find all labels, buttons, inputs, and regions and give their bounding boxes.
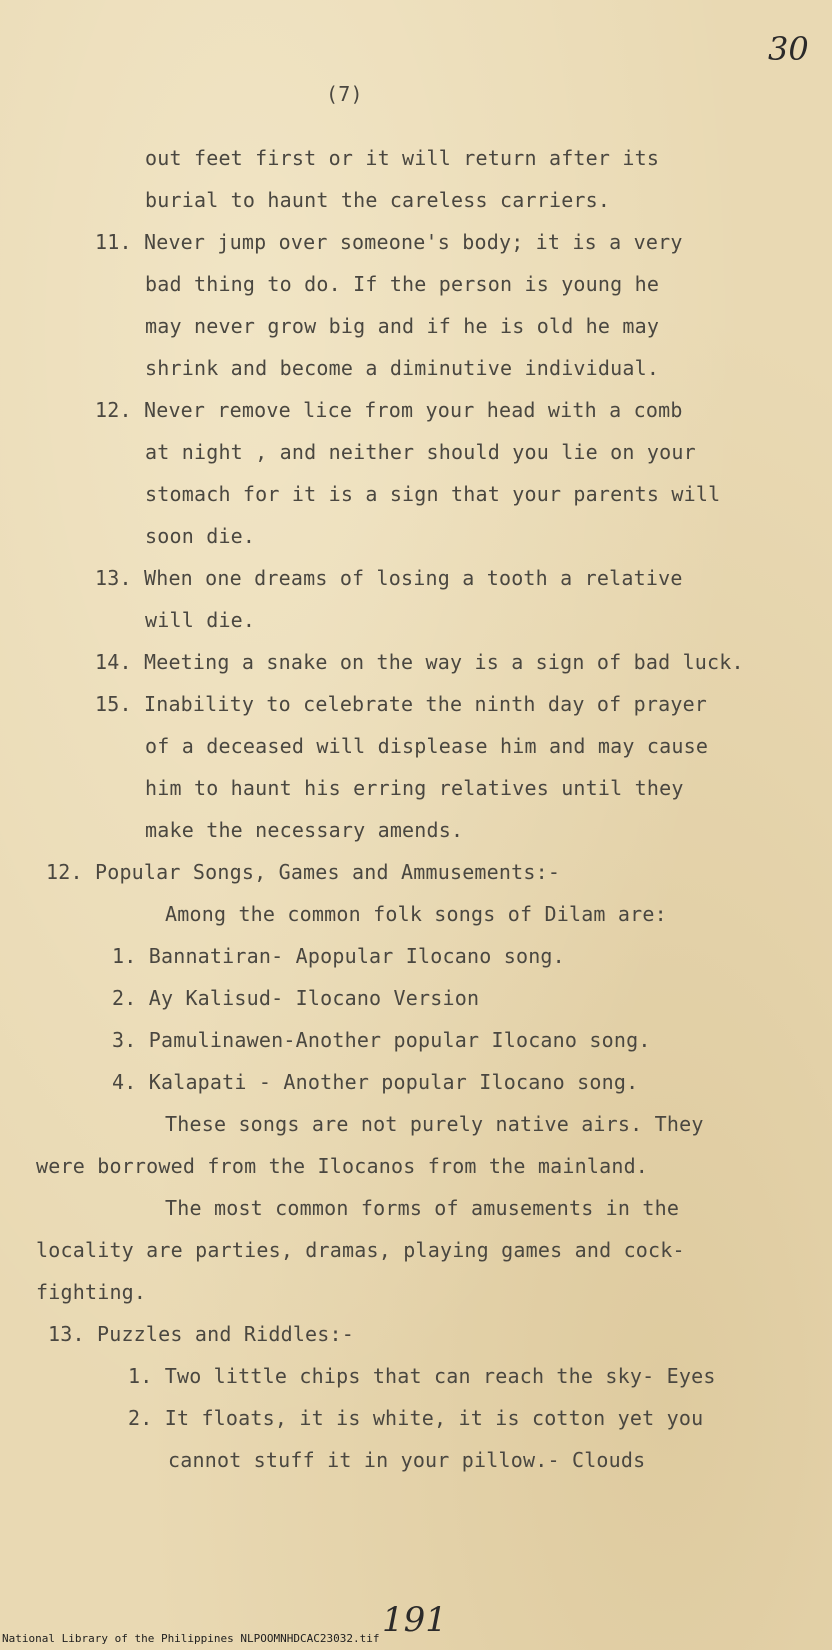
list-item: 3. Pamulinawen-Another popular Ilocano song. [112, 1028, 651, 1052]
section-heading: 13. Puzzles and Riddles:- [48, 1322, 355, 1346]
text-line: cannot stuff it in your pillow.- Clouds [168, 1448, 646, 1472]
text-line: Among the common folk songs of Dilam are: [165, 902, 667, 926]
text-line: at night , and neither should you lie on your [145, 440, 696, 464]
text-line: will die. [145, 608, 256, 632]
list-item: 1. Two little chips that can reach the sky- Eyes [128, 1364, 716, 1388]
text-line: of a deceased will displease him and may cause [145, 734, 709, 758]
list-item: 4. Kalapati - Another popular Ilocano song. [112, 1070, 639, 1094]
text-line: burial to haunt the careless carriers. [145, 188, 611, 212]
text-line: bad thing to do. If the person is young he [145, 272, 660, 296]
handwritten-folio-number: 30 [768, 30, 809, 68]
text-line: soon die. [145, 524, 256, 548]
text-line: The most common forms of amusements in the [165, 1196, 680, 1220]
list-item: 2. Ay Kalisud- Ilocano Version [112, 986, 480, 1010]
page-number: (7) [326, 82, 363, 106]
text-line: fighting. [36, 1280, 147, 1304]
list-item: 14. Meeting a snake on the way is a sign of bad luck. [95, 650, 744, 674]
handwritten-page-mark: 191 [382, 1600, 447, 1640]
text-line: locality are parties, dramas, playing games and cock- [36, 1238, 685, 1262]
list-item: 11. Never jump over someone's body; it is a very [95, 230, 683, 254]
list-item: 13. When one dreams of losing a tooth a relative [95, 566, 683, 590]
list-item: 12. Never remove lice from your head with a comb [95, 398, 683, 422]
text-line: make the necessary amends. [145, 818, 464, 842]
list-item: 15. Inability to celebrate the ninth day of prayer [95, 692, 708, 716]
list-item: 1. Bannatiran- Apopular Ilocano song. [112, 944, 565, 968]
text-line: may never grow big and if he is old he may [145, 314, 660, 338]
text-line: him to haunt his erring relatives until they [145, 776, 684, 800]
text-line: stomach for it is a sign that your parents will [145, 482, 721, 506]
section-heading: 12. Popular Songs, Games and Ammusements:- [46, 860, 561, 884]
list-item: 2. It floats, it is white, it is cotton yet you [128, 1406, 704, 1430]
text-line: out feet first or it will return after its [145, 146, 660, 170]
text-line: shrink and become a diminutive individual. [145, 356, 660, 380]
archive-footer: National Library of the Philippines NLPOOMNHDCAC23032.tif [2, 1632, 380, 1645]
text-line: These songs are not purely native airs. They [165, 1112, 704, 1136]
text-line: were borrowed from the Ilocanos from the mainland. [36, 1154, 649, 1178]
